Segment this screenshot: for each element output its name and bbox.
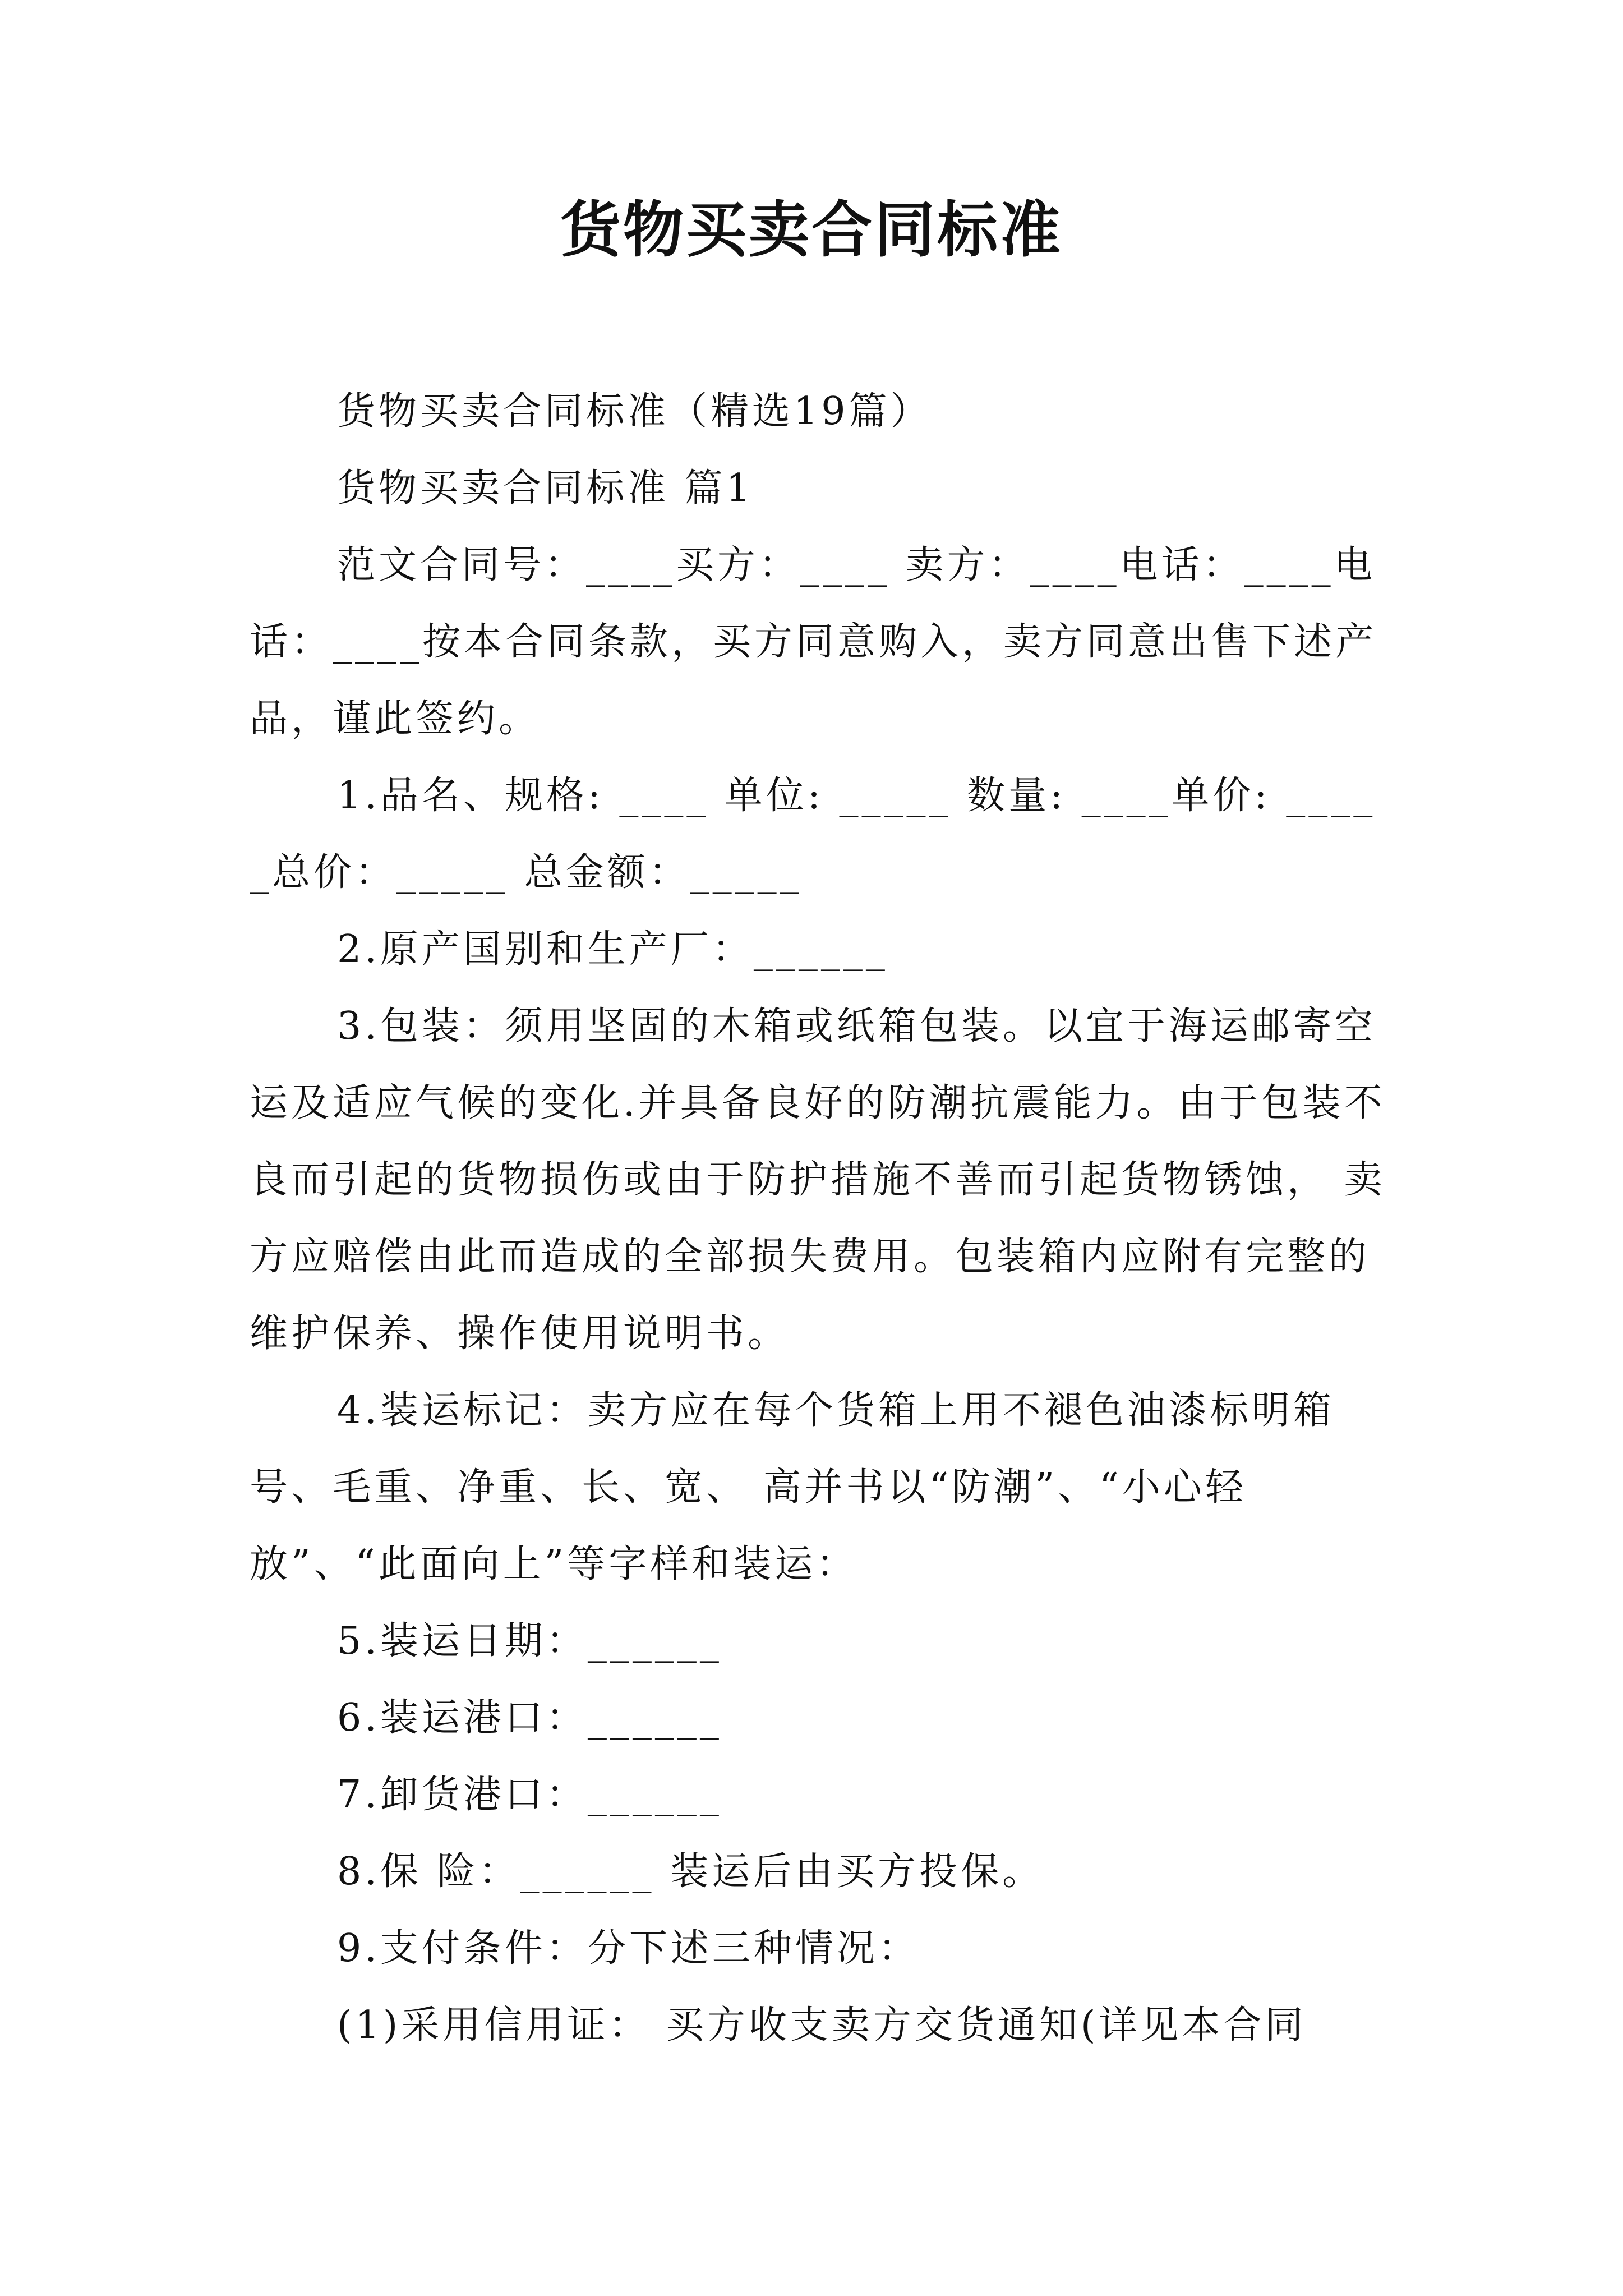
paragraph-clause-4: 4.装运标记：卖方应在每个货箱上用不褪色油漆标明箱号、毛重、净重、长、宽、 高并书以“防潮”、“小心轻放”、“此面向上”等字样和装运：	[250, 1388, 1335, 1586]
paragraph-clause-1: 1.品名、规格: ____ 单位: _____ 数量: ____单价: _____总价：_____ 总金额：_____	[250, 774, 1376, 895]
document-body	[250, 373, 1394, 2064]
document-title: 货物买卖合同标准	[560, 195, 1063, 265]
paragraph-clause-7: 7.卸货港口：______	[337, 1773, 722, 1817]
paragraph-subtitle: 货物买卖合同标准（精选19篇）	[337, 389, 932, 434]
paragraph-clause-9: 9.支付条件：分下述三种情况：	[337, 1926, 920, 1971]
paragraph-clause-2: 2.原产国别和生产厂：______	[337, 927, 888, 972]
paragraph-clause-8: 8.保 险：______ 装运后由买方投保。	[337, 1849, 1044, 1894]
paragraph-section-heading: 货物买卖合同标准 篇1	[337, 466, 754, 510]
paragraph-clause-3: 3.包装：须用坚固的木箱或纸箱包装。以宜于海运邮寄空运及适应气候的变化.并具备良好的防潮抗震能力。由于包装不良而引起的货物损伤或由于防护措施不善而引起货物锈蚀， 卖方应赔偿由此而造成的全部损失费用。包装箱内应附有完整的维护保养、操作使用说明书。	[250, 1004, 1386, 1356]
paragraph-clause-9-1: (1)采用信用证： 买方收支卖方交货通知(详见本合同	[337, 2003, 1307, 2047]
paragraph-clause-6: 6.装运港口：______	[337, 1696, 722, 1740]
paragraph-clause-5: 5.装运日期：______	[337, 1619, 722, 1663]
paragraph-contract-parties: 范文合同号：____买方：____ 卖方：____电话：____电话：____按本合同条款，买方同意购入，卖方同意出售下述产品，谨此签约。	[250, 543, 1377, 741]
